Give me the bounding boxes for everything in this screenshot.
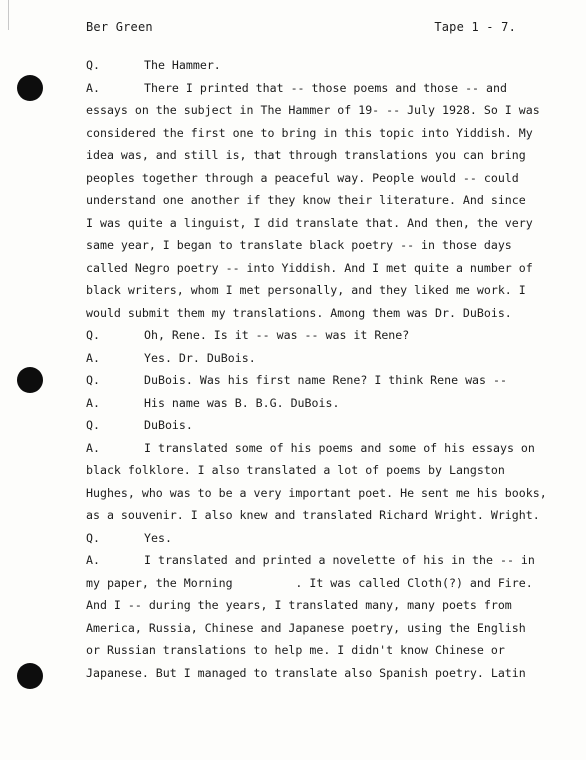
line-text: idea was, and still is, that through translations you can bring [86, 148, 526, 162]
transcript-line [86, 572, 556, 595]
transcript-line [86, 662, 556, 685]
transcript-line [86, 347, 556, 370]
transcript-line [86, 234, 556, 257]
page-header [86, 20, 516, 34]
line-text: DuBois. [144, 418, 193, 432]
speaker-label: Q. [86, 418, 100, 432]
line-text: Hughes, who was to be a very important poet. He sent me his books, [86, 485, 547, 500]
scan-mark [8, 0, 9, 30]
transcript-line [86, 639, 556, 662]
transcript-line [86, 594, 556, 617]
transcript-line [86, 459, 556, 482]
line-text: considered the first one to bring in this topic into Yiddish. My [86, 125, 533, 140]
transcript-line [86, 257, 556, 280]
speaker-label: A. [86, 80, 100, 95]
transcript-line [86, 324, 556, 347]
transcript-line [86, 392, 556, 415]
line-text: black writers, whom I met personally, and they liked me work. I [86, 283, 526, 297]
line-text: America, Russia, Chinese and Japanese poetry, using the English [86, 620, 526, 635]
transcript-line [86, 122, 556, 145]
transcript-line [86, 482, 556, 505]
transcript-line [86, 144, 556, 167]
transcript-line [86, 437, 556, 460]
line-text: I translated and printed a novelette of his in the -- in [144, 553, 535, 567]
interviewee-name: Ber Green [86, 20, 153, 34]
line-text: understand one another if they know their literature. And since [86, 193, 526, 207]
line-text: Japanese. But I managed to translate also Spanish poetry. Latin [86, 665, 526, 680]
line-text: black folklore. I also translated a lot of poems by Langston [86, 463, 505, 477]
transcript-line [86, 527, 556, 550]
punch-hole [17, 663, 43, 689]
transcript-line [86, 504, 556, 527]
speaker-label: A. [86, 440, 100, 455]
transcript-line [86, 99, 556, 122]
transcript-line [86, 279, 556, 302]
punch-hole [17, 367, 43, 393]
line-text: And I -- during the years, I translated many, many poets from [86, 598, 512, 612]
speaker-label: Q. [86, 58, 100, 72]
line-text: peoples together through a peaceful way. People would -- could [86, 170, 519, 185]
line-text: same year, I began to translate black poetry -- in those days [86, 238, 512, 252]
speaker-label: Q. [86, 530, 100, 545]
line-text: or Russian translations to help me. I didn't know Chinese or [86, 643, 505, 657]
transcript-line [86, 167, 556, 190]
line-text: would submit them my translations. Among them was Dr. DuBois. [86, 305, 512, 320]
speaker-label: A. [86, 350, 100, 365]
speaker-label: Q. [86, 373, 100, 387]
tape-label: Tape 1 - 7. [434, 20, 516, 34]
line-text: as a souvenir. I also knew and translated Richard Wright. Wright. [86, 508, 540, 522]
line-text: There I printed that -- those poems and those -- and [144, 80, 507, 95]
line-text: DuBois. Was his first name Rene? I think Rene was -- [144, 373, 507, 387]
punch-hole [17, 75, 43, 101]
transcript-line [86, 54, 556, 77]
transcript-line [86, 414, 556, 437]
transcript-line [86, 369, 556, 392]
speaker-label: A. [86, 553, 100, 567]
line-text: Yes. Dr. DuBois. [144, 350, 256, 365]
transcript-body [86, 54, 556, 684]
speaker-label: Q. [86, 328, 100, 342]
transcript-line [86, 302, 556, 325]
transcript-line [86, 189, 556, 212]
transcript-line [86, 212, 556, 235]
line-text: His name was B. B.G. DuBois. [144, 395, 340, 410]
line-text: I was quite a linguist, I did translate that. And then, the very [86, 215, 533, 230]
line-text: my paper, the Morning . It was called Cloth(?) and Fire. [86, 575, 533, 590]
speaker-label: A. [86, 395, 100, 410]
transcript-line [86, 77, 556, 100]
line-text: called Negro poetry -- into Yiddish. And I met quite a number of [86, 260, 533, 275]
line-text: I translated some of his poems and some of his essays on [144, 440, 535, 455]
transcript-line [86, 617, 556, 640]
line-text: Yes. [144, 530, 172, 545]
transcript-line [86, 549, 556, 572]
line-text: essays on the subject in The Hammer of 19- -- July 1928. So I was [86, 103, 540, 117]
line-text: The Hammer. [144, 58, 221, 72]
line-text: Oh, Rene. Is it -- was -- was it Rene? [144, 328, 410, 342]
